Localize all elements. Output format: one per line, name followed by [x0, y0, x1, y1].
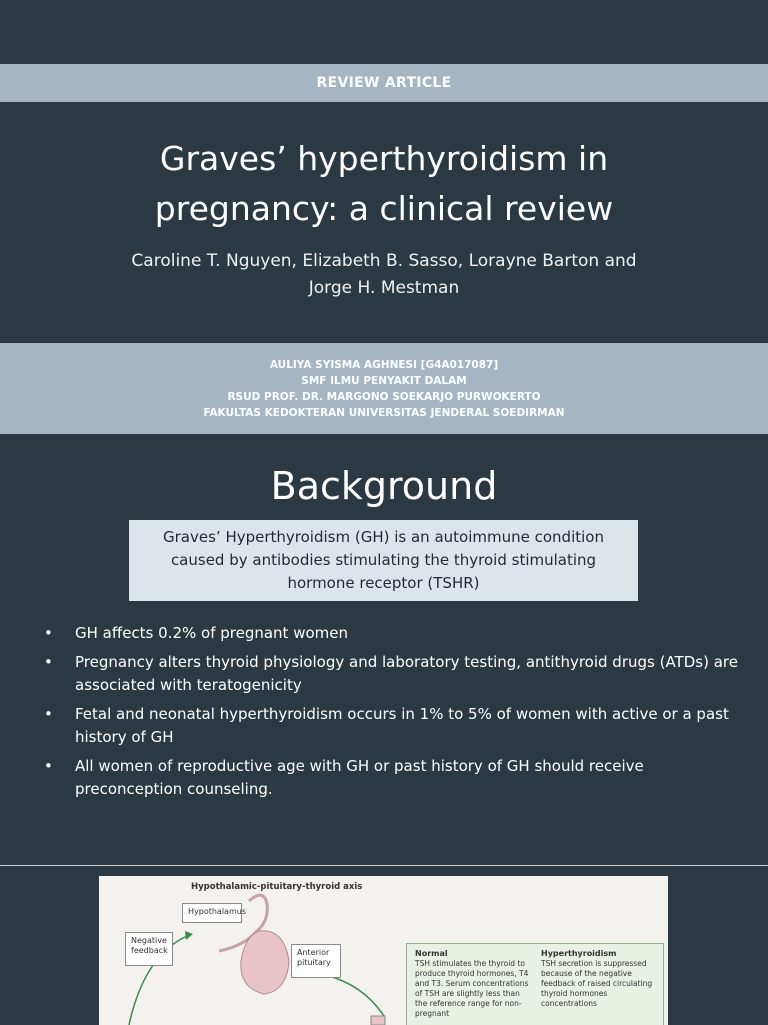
- bullet-item: [40, 622, 740, 645]
- author-list: [60, 248, 708, 302]
- title-slide: [0, 0, 768, 434]
- normal-text: TSH stimulates the thyroid to produce thyroid hormones, T4 and T3. Serum concentrations of TSH are slightly less than the reference range for non-pregnant: [415, 959, 529, 1018]
- bullet-icon: •: [44, 624, 53, 642]
- hyperthyroidism-column: [541, 949, 659, 1009]
- slide-heading: Background: [270, 464, 498, 508]
- bullet-text: Fetal and neonatal hyperthyroidism occurs in 1% to 5% of women with active or a past history of GH: [75, 705, 729, 746]
- background-slide: [0, 434, 768, 864]
- anterior-pituitary-label-box: [291, 944, 341, 978]
- bullet-text: Pregnancy alters thyroid physiology and laboratory testing, antithyroid drugs (ATDs) are associated with teratogenicity: [75, 653, 738, 694]
- stimulation-arrow-down: [329, 976, 384, 1016]
- hyperthyroidism-text: TSH secretion is suppressed because of the negative feedback of raised circulating thyroid hormones concentrations: [541, 959, 653, 1008]
- figure-title: Hypothalamic-pituitary-thyroid axis: [191, 882, 363, 892]
- negative-feedback-label-box: [125, 932, 173, 966]
- presenter-banner: [0, 343, 768, 434]
- bullet-icon: •: [44, 757, 53, 775]
- bullet-list: [40, 622, 740, 807]
- definition-text: Graves’ Hyperthyroidism (GH) is an autoimmune condition caused by antibodies stimulating the thyroid stimulating hormone receptor (TSHR): [163, 528, 604, 592]
- anterior-pituitary-label: Anterior pituitary: [297, 948, 331, 967]
- bullet-text: All women of reproductive age with GH or past history of GH should receive preconception counseling.: [75, 757, 644, 798]
- presenter-hospital: RSUD PROF. DR. MARGONO SOEKARJO PURWOKERTO: [227, 390, 541, 403]
- article-type-label: REVIEW ARTICLE: [316, 75, 452, 91]
- bullet-item: [40, 651, 740, 697]
- article-title: [0, 134, 768, 234]
- article-type-banner: [0, 64, 768, 102]
- normal-title: Normal: [415, 949, 448, 958]
- author-line-1: Caroline T. Nguyen, Elizabeth B. Sasso, Lorayne Barton and: [131, 251, 637, 271]
- presenter-faculty: FAKULTAS KEDOKTERAN UNIVERSITAS JENDERAL SOEDIRMAN: [203, 406, 565, 419]
- bullet-icon: •: [44, 653, 53, 671]
- bullet-text: GH affects 0.2% of pregnant women: [75, 624, 348, 642]
- article-title-line-1: Graves’ hyperthyroidism in: [159, 139, 609, 178]
- hyperthyroidism-title: Hyperthyroidism: [541, 949, 617, 958]
- definition-box: [129, 520, 638, 601]
- figure-slide: [0, 865, 768, 1025]
- author-line-2: Jorge H. Mestman: [308, 278, 460, 298]
- hypothalamus-label: Hypothalamus: [188, 907, 246, 916]
- bullet-icon: •: [44, 705, 53, 723]
- presenter-department: SMF ILMU PENYAKIT DALAM: [301, 374, 467, 387]
- presenter-name: AULIYA SYISMA AGHNESI [G4A017087]: [269, 358, 499, 371]
- bullet-item: [40, 755, 740, 801]
- hpt-axis-figure: [99, 876, 668, 1025]
- normal-column: [415, 949, 533, 1019]
- negative-feedback-label: Negative feedback: [131, 936, 168, 955]
- article-title-line-2: pregnancy: a clinical review: [154, 189, 614, 228]
- hypothalamus-label-box: [182, 903, 246, 923]
- feedback-arrowhead: [185, 931, 193, 940]
- bullet-item: [40, 703, 740, 749]
- pituitary-gland: [241, 931, 289, 994]
- comparison-panel: [406, 943, 664, 1025]
